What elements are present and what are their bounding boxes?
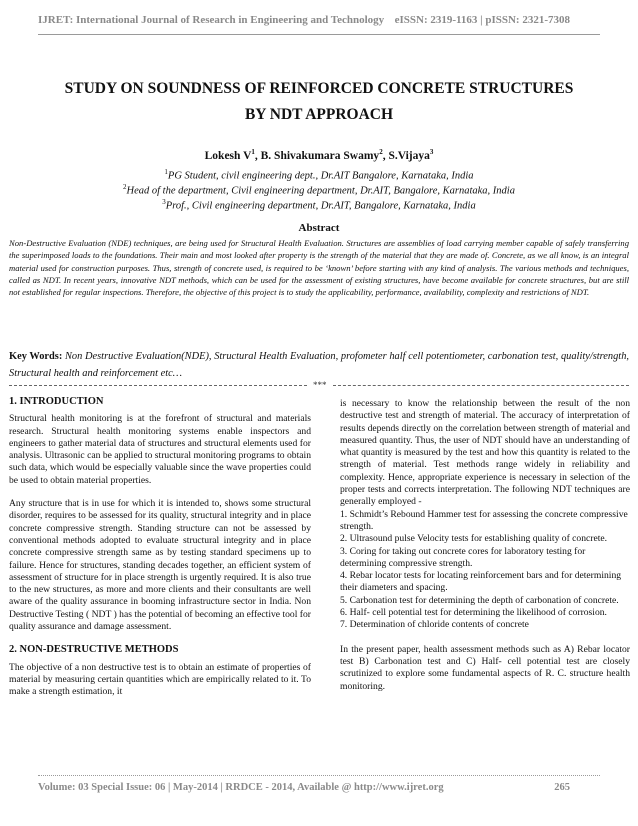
author-list [0, 148, 638, 162]
author-3: , S.Vijaya [382, 149, 430, 162]
author-1: Lokesh V [204, 149, 252, 162]
running-footer [38, 782, 600, 793]
separator-stars: *** [313, 380, 327, 390]
keywords [9, 348, 629, 382]
affiliation-3 [0, 198, 638, 212]
issn: eISSN: 2319-1163 | pISSN: 2321-7308 [394, 14, 570, 26]
present-paper-paragraph: In the present paper, health assessment methods such as A) Rebar locator test B) Carbonation test and C) Half- cell potential test are closely scrutinized to explore some fundamental aspects of R. C. structure health monitoring. [340, 643, 630, 692]
abstract-heading: Abstract [298, 222, 340, 234]
header-rule [38, 34, 600, 35]
journal-name: IJRET: International Journal of Research in Engineering and Technology [38, 14, 385, 26]
affiliation-2 [0, 183, 638, 197]
title-line-1: STUDY ON SOUNDNESS OF REINFORCED CONCRETE STRUCTURES [64, 80, 574, 97]
ndt-technique-item: 5. Carbonation test for determining the depth of carbonation of concrete. [340, 594, 619, 606]
section-separator [9, 380, 629, 390]
left-column [9, 396, 311, 710]
author-1-sup: 1 [251, 148, 255, 156]
running-header [38, 14, 600, 26]
separator-dash-right [333, 385, 629, 386]
author-2: , B. Shivakumara Swamy [254, 149, 380, 162]
title-line-2: BY NDT APPROACH [244, 106, 394, 123]
footer-volume-info: Volume: 03 Special Issue: 06 | May-2014 | RRDCE - 2014, Available @ http://www.ijret.org [38, 782, 444, 793]
right-column [340, 398, 630, 704]
affiliation-2-sup: 2 [123, 183, 127, 191]
footer-rule [38, 775, 600, 776]
intro-paragraph-2: Any structure that is in use for which it is intended to, shows some structural disorder, requires to be assessed for its quality, structural integrity and in place concrete compressive strength. Standing structure can not be assessed by conventional methods adopted to evaluate structural integrity and in place concrete compressive strength same as by testing standard specimens up to failure. Hence for structures, standing decades together, an efficient system of assessment of structure for in place strength is urgently required. It is also true to the new structures, as more and more clients and their consultants are well aware of the quality assurance in booming infrastructure sector in India. Non Destructive Testing ( NDT ) has the potential of becoming an effective tool for quality assurance and damage assessment. [9, 498, 311, 633]
ndt-technique-item: 1. Schmidt’s Rebound Hammer test for assessing the concrete compressive strength. [340, 508, 628, 532]
ndt-technique-item: 6. Half- cell potential test for determining the likelihood of corrosion. [340, 607, 607, 619]
affiliation-2-text: Head of the department, Civil engineering department, Dr.AIT, Bangalore, Karnataka, India [126, 185, 515, 197]
affiliation-1-text: PG Student, civil engineering dept., Dr.AIT Bangalore, Karnataka, India [167, 170, 474, 182]
paper-title [20, 76, 618, 128]
affiliation-3-sup: 3 [162, 198, 166, 206]
abstract-text: Non-Destructive Evaluation (NDE) techniques, are being used for Structural Health Evaluation. Structures are assemblies of load carrying member capable of safely transferring the superimposed loads to the foundations. Their main and most looked after property is the strength of the material that they are made of. Concrete, as we all know, is an integral material used for construction purposes. Thus, strength of concrete used, is required to be ‘known’ before starting with any kind of analysis. The various methods and techniques, called as NDT. In recent years, innovative NDT methods, which can be used for the assessment of existing structures, have become available for concrete structures, but are still not established for regular inspections. Therefore, the objective of this project is to study the applicability, performance, availability, complexity and restrictions of NDT. [9, 238, 629, 298]
ndt-technique-item: 7. Determination of chloride contents of concrete [340, 619, 529, 631]
ndt-technique-item: 2. Ultrasound pulse Velocity tests for establishing quality of concrete. [340, 533, 608, 545]
ndt-technique-item: 4. Rebar locator tests for locating reinforcement bars and for determining their diameters and spacing. [340, 570, 622, 594]
ndt-methods-heading: 2. NON-DESTRUCTIVE METHODS [9, 644, 179, 656]
page-number: 265 [554, 782, 570, 793]
intro-heading: 1. INTRODUCTION [9, 396, 104, 407]
author-3-sup: 3 [429, 148, 434, 156]
intro-paragraph-1: Structural health monitoring is at the forefront of structural and materials research. Structural health monitoring systems enable inspectors and engineers to gather material data of structures and structural elements used for analysis. Ultrasonic can be applied to structural monitoring programs to obtain such data, which would be especially valuable since the wave properties could be used to obtain material properties. [9, 413, 311, 486]
keywords-label: Key Words: [9, 351, 63, 362]
affiliation-3-text: Prof., Civil engineering department, Dr.AIT, Bangalore, Karnataka, India [165, 200, 476, 212]
affiliation-1-sup: 1 [164, 168, 168, 176]
ndt-methods-paragraph: The objective of a non destructive test is to obtain an estimate of properties of material by measuring certain quantities which are empirically related to it. To make a strength estimation, it [9, 661, 311, 698]
separator-dash-left [9, 385, 307, 386]
affiliation-1 [0, 168, 638, 182]
keywords-text: Non Destructive Evaluation(NDE), Structural Health Evaluation, profometer half cell potentiometer, carbonation test, quality/strength, Structural health and reinforcement etc… [9, 351, 629, 379]
author-2-sup: 2 [379, 148, 383, 156]
ndt-continued-paragraph: is necessary to know the relationship between the result of the non destructive test and strength of material. The accuracy of interpretation of results depends directly on the correlation between strength of material and measured quantity. Thus, the user of NDT should have an understanding of what quantity is measured by the test and how this quantity is related to the strength of material. Test methods range widely in reliability and complexity. Hence, appropriate experience is necessary in selection of the proper tests and corrects interpretation. The following NDT techniques are generally employed - [340, 398, 630, 508]
ndt-technique-item: 3. Coring for taking out concrete cores for laboratory testing for determining compressive strength. [340, 545, 586, 569]
